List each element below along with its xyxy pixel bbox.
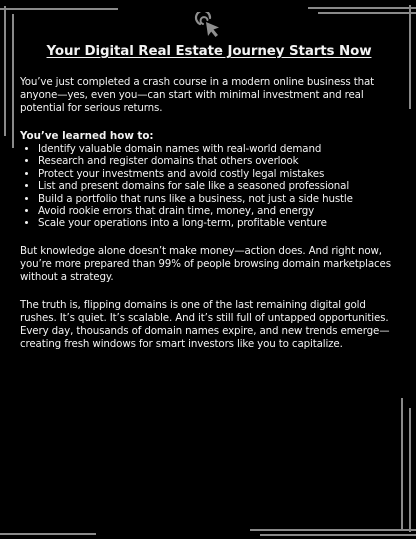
list-item: • Research and register domains that others overlook: [38, 155, 398, 167]
pointer-click-icon: [193, 12, 223, 40]
frame-line-left-outer: [4, 6, 6, 136]
action-paragraph: But knowledge alone doesn’t make money—action does. And right now, you’re more prepared than 99% of people browsing domain marketplaces without a strategy.: [20, 244, 391, 283]
list-item: • List and present domains for sale like a seasoned professional: [38, 180, 398, 192]
frame-line-right-lower: [401, 398, 403, 530]
frame-line-right-lower-outer: [409, 408, 411, 532]
frame-line-left-inner: [12, 14, 14, 148]
page-content: [20, 44, 398, 366]
frame-line-bottom-left: [0, 533, 96, 535]
frame-line-top-right: [308, 7, 416, 9]
list-item: • Identify valuable domain names with real-world demand: [38, 143, 398, 155]
list-item: • Build a portfolio that runs like a business, not just a side hustle: [38, 193, 398, 205]
frame-line-bottom-right-2: [260, 534, 416, 536]
truth-paragraph: The truth is, flipping domains is one of the last remaining digital gold rushes. It’s quiet. It’s scalable. And it’s still full of untapped opportunities. Every day, thousands of domain names expire, and new trends emerge—creating fresh windows for smart investors like you to capitalize.: [20, 298, 390, 350]
frame-line-top-left: [0, 8, 118, 10]
page-title: Your Digital Real Estate Journey Starts Now: [46, 44, 372, 59]
learned-heading: You’ve learned how to:: [20, 130, 154, 142]
frame-line-top-right-inner: [318, 12, 416, 14]
list-item: • Avoid rookie errors that drain time, money, and energy: [38, 205, 398, 217]
frame-line-right-outer: [409, 5, 411, 109]
intro-paragraph: You’ve just completed a crash course in a modern online business that anyone—yes, even you—can start with minimal investment and real potential for serious returns.: [20, 76, 375, 114]
learned-list: [20, 143, 398, 230]
list-item: • Scale your operations into a long-term, profitable venture: [38, 217, 398, 229]
list-item: • Protect your investments and avoid costly legal mistakes: [38, 168, 398, 180]
frame-line-bottom-right: [250, 529, 416, 531]
